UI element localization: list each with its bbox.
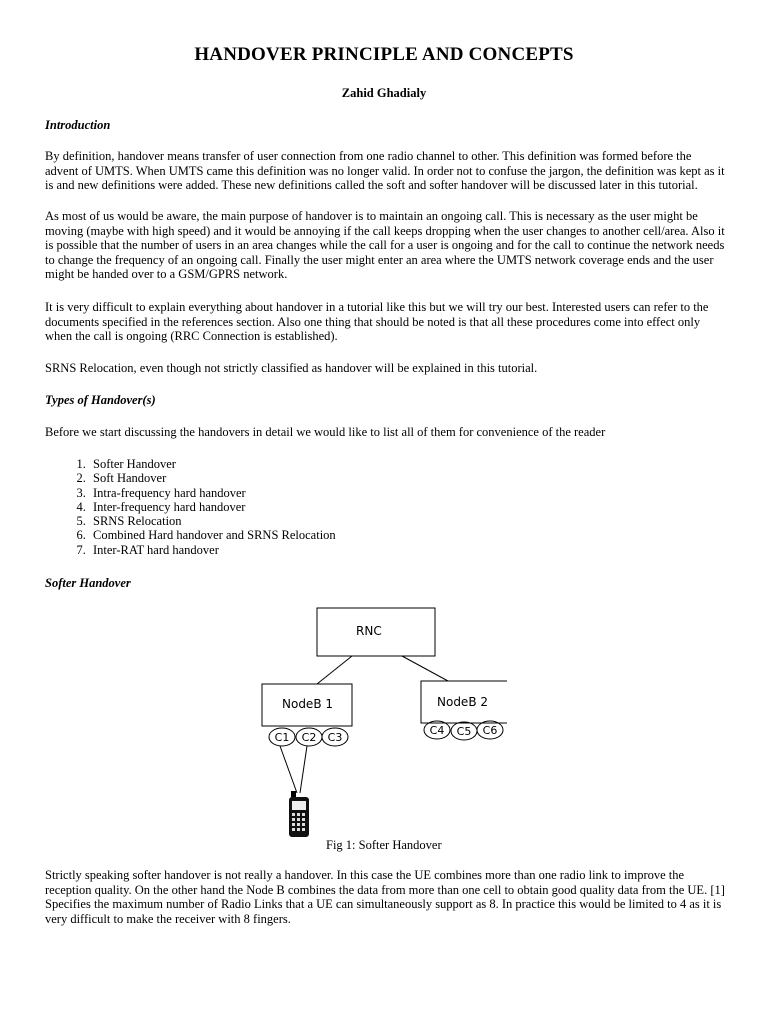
cell-c2-label: C2 — [301, 731, 317, 744]
cell-c3-label: C3 — [327, 731, 343, 744]
section-heading-softer: Softer Handover — [45, 576, 131, 590]
author-name: Zahid Ghadialy — [341, 86, 427, 100]
nodeb1-label: NodeB 1 — [282, 697, 333, 711]
paragraph-purpose: As most of us would be aware, the main purpose of handover is to maintain an ongoing call. This is necessary as the user might be moving (maybe with high speed) and it would be annoying if the call keeps dropping when the user changes to another cell/area. Also it is possible that the number of users in an area changes while the call for a user is ongoing and for the call to continue the network needs to change the frequency of an ongoing call. Finally the user might enter an area where the UMTS network coverage ends and the user might be handed over to a GSM/GPRS network. — [45, 209, 725, 282]
rnc-nodeb2-link — [402, 656, 448, 681]
paragraph-srns: SRNS Relocation, even though not strictly classified as handover will be explained in this tutorial. — [45, 361, 538, 375]
list-item: 1. Softer Handover — [89, 457, 336, 471]
paragraph-scope: It is very difficult to explain everything about handover in a tutorial like this but we will try our best. Interested users can refer to the documents specified in the references section. Also one thing that should be noted is that all these procedures come into effect only when the call is ongoing (RRC Connection is established). — [45, 300, 709, 344]
list-item: 6. Combined Hard handover and SRNS Relocation — [89, 528, 336, 542]
list-item: 7. Inter-RAT hard handover — [89, 543, 336, 557]
paragraph-list-intro: Before we start discussing the handovers in detail we would like to list all of them for convenience of the reader — [45, 425, 606, 439]
cell-c1-label: C1 — [274, 731, 290, 744]
list-item: 2. Soft Handover — [89, 471, 336, 485]
list-item: 5. SRNS Relocation — [89, 514, 336, 528]
list-item: 3. Intra-frequency hard handover — [89, 486, 336, 500]
mobile-phone-icon — [289, 791, 309, 837]
nodeb2-label: NodeB 2 — [437, 695, 488, 709]
paragraph-softer-description: Strictly speaking softer handover is not really a handover. In this case the UE combines more than one radio link to improve the reception quality. On the other hand the Node B combines the data from more than one cell to obtain good quality data from the UE. [1] Specifies the maximum number of Radio Links that a UE can simultaneously support as 8. In practice this would be limited to 4 as it is very difficult to make the receiver with 8 fingers. — [45, 868, 725, 926]
rnc-label: RNC — [356, 624, 382, 638]
rnc-nodeb1-link — [317, 656, 352, 684]
figure-caption: Fig 1: Softer Handover — [326, 838, 442, 852]
document-title: HANDOVER PRINCIPLE AND CONCEPTS — [194, 44, 574, 65]
cell-c6-label: C6 — [482, 724, 498, 737]
radio-link-c2 — [300, 746, 307, 793]
cell-c5-label: C5 — [456, 725, 472, 738]
paragraph-definition: By definition, handover means transfer of user connection from one radio channel to other. This definition was formed before the advent of UMTS. When UMTS came this definition was no longer valid. In order not to confuse the jargon, the definition was kept as it is and new definitions were added. These new definitions called the soft and softer handover will be discussed later in this tutorial. — [45, 149, 725, 193]
radio-link-c1 — [280, 746, 297, 793]
section-heading-types: Types of Handover(s) — [45, 393, 156, 407]
cell-c4-label: C4 — [429, 724, 445, 737]
list-item: 4. Inter-frequency hard handover — [89, 500, 336, 514]
section-heading-introduction: Introduction — [45, 118, 111, 132]
